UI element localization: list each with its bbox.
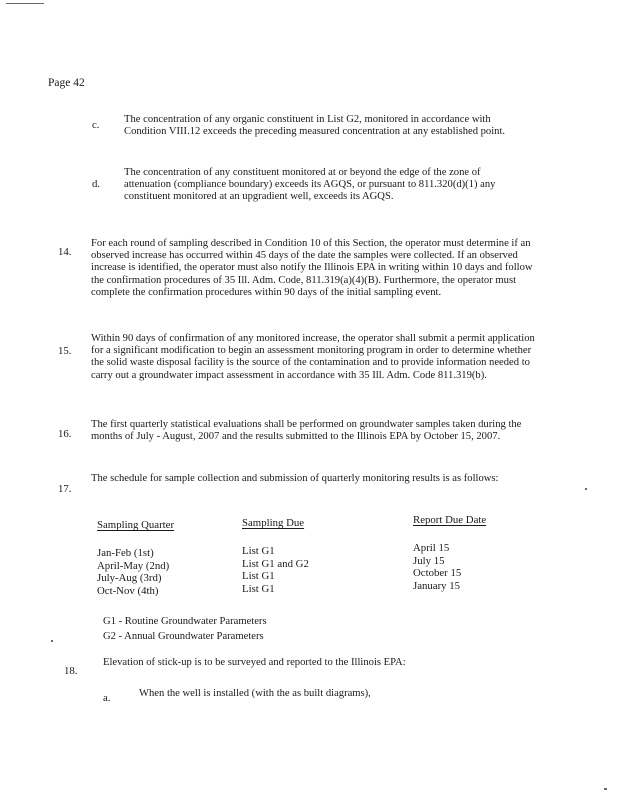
- scan-artifact: [6, 3, 44, 4]
- item-18-text: Elevation of stick-up is to be surveyed and reported to the Illinois EPA:: [103, 657, 406, 668]
- schedule-report-column: [413, 514, 486, 592]
- item-17-marker: 17.: [58, 483, 72, 495]
- schedule-sampling-cell: List G1: [242, 545, 275, 558]
- item-15-marker: 15.: [58, 345, 72, 357]
- schedule-header-quarter: Sampling Quarter: [97, 519, 175, 531]
- schedule-quarter-cell: July-Aug (3rd): [97, 572, 162, 585]
- item-a-marker: a.: [103, 692, 111, 704]
- item-15-text: Within 90 days of confirmation of any monitored increase, the operator shall submit a permit application for a significant modification to begin an assessment monitoring program in order to determine whether the solid waste disposal facility is the source of the contamination and to provide information needed to carry out a groundwater impact assessment in accordance with 35 Ill. Adm. Code 811.319(b).: [91, 333, 535, 381]
- item-d-marker: d.: [92, 178, 101, 190]
- item-16-text: The first quarterly statistical evaluations shall be performed on groundwater samples taken during the months of July - August, 2007 and the results submitted to the Illinois EPA by October 15, 2007.: [91, 419, 522, 443]
- schedule-report-cell: April 15: [413, 542, 450, 555]
- item-18-marker: 18.: [64, 665, 78, 677]
- schedule-quarter-cell: April-May (2nd): [97, 559, 170, 572]
- item-c-text: The concentration of any organic constituent in List G2, monitored in accordance with Condition VIII.12 exceeds the preceding measured concentration at any established point.: [124, 114, 506, 138]
- schedule-quarter-column: [97, 519, 174, 597]
- scan-artifact: [51, 640, 53, 642]
- schedule-header-report: Report Due Date: [413, 514, 487, 526]
- schedule-report-cell: July 15: [413, 554, 445, 567]
- schedule-report-cell: January 15: [413, 579, 461, 592]
- page-number: Page 42: [48, 77, 85, 89]
- schedule-report-cell: October 15: [413, 567, 462, 580]
- item-14-marker: 14.: [58, 246, 72, 258]
- item-14-text: For each round of sampling described in Condition 10 of this Section, the operator must determine if an observed increase has occurred within 45 days of the date the samples were collected. If an observed increase is identified, the operator must also notify the Illinois EPA in writing within 10 days and follow the confirmation procedures of 35 Ill. Adm. Code, 811.319(a)(4)(B). Furthermore, the operator must complete the confirmation procedures within 90 days of the initial sampling event.: [91, 238, 533, 298]
- schedule-sampling-cell: List G1: [242, 570, 275, 583]
- scan-artifact: [604, 788, 607, 790]
- item-c-marker: c.: [92, 119, 100, 131]
- schedule-sampling-column: [242, 517, 309, 595]
- legend-g2: G2 - Annual Groundwater Parameters: [103, 631, 264, 642]
- item-d-text: The concentration of any constituent monitored at or beyond the edge of the zone of attenuation (compliance boundary) exceeds its AGQS, or pursuant to 811.320(d)(1) any constituent monitored at an upgradient well, exceeds its AGQS.: [124, 167, 496, 203]
- schedule-quarter-cell: Oct-Nov (4th): [97, 584, 159, 597]
- schedule-header-sampling: Sampling Due: [242, 517, 305, 529]
- item-16-marker: 16.: [58, 428, 72, 440]
- schedule-sampling-cell: List G1 and G2: [242, 557, 309, 570]
- item-17-text: The schedule for sample collection and submission of quarterly monitoring results is as follows:: [91, 473, 499, 484]
- legend-g1: G1 - Routine Groundwater Parameters: [103, 616, 267, 627]
- schedule-sampling-cell: List G1: [242, 582, 275, 595]
- schedule-quarter-cell: Jan-Feb (1st): [97, 547, 154, 560]
- scan-artifact: [585, 488, 587, 490]
- item-a-text: When the well is installed (with the as built diagrams),: [139, 688, 371, 699]
